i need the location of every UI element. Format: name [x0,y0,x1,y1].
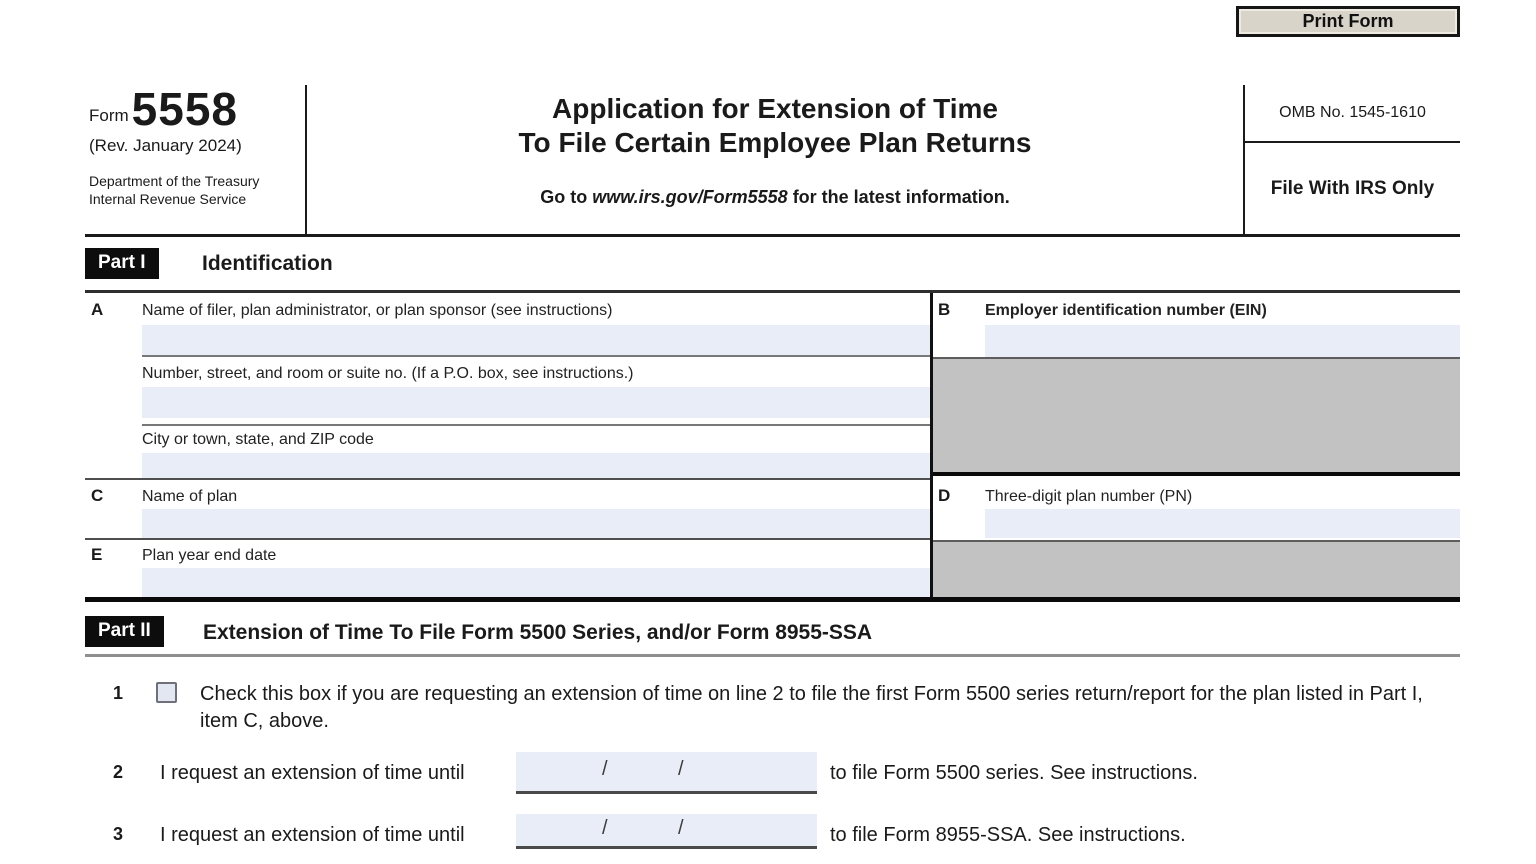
file-with-irs-label: File With IRS Only [1270,177,1435,199]
item-d-letter: D [938,486,951,505]
line-1 [85,678,1485,738]
line-2-number: 2 [113,762,124,782]
item-e-label: Plan year end date [142,547,277,564]
form-word: Form [89,106,129,125]
part1-badge: Part I [85,248,159,279]
form-number: 5558 [131,83,239,135]
revision-date: (Rev. January 2024) [89,136,242,155]
plan-number-field[interactable] [985,509,1460,538]
form-title [307,92,1243,160]
item-b-label: Employer identification number (EIN) [985,302,1267,319]
date-underline [516,846,817,849]
filer-name-field[interactable] [142,325,930,355]
print-form-button[interactable]: Print Form [1236,6,1460,37]
part1-identification-table [85,293,1460,602]
row-divider [85,478,930,480]
item-a-letter: A [91,300,104,319]
date-slash: / [678,758,684,780]
date-slash: / [602,817,608,839]
street-field[interactable] [142,387,930,418]
line-1-number: 1 [113,683,124,703]
line-3-suffix: to file Form 8955-SSA. See instructions. [830,824,1186,846]
blocked-area-upper [933,357,1460,476]
line-1-text: Check this box if you are requesting an extension of time on line 2 to file the first Form 5500 series return/report for the plan listed in Part I, item C, above. [200,683,1423,732]
agency-line-1: Department of the Treasury [89,173,260,189]
date-slash: / [678,817,684,839]
date-slash: / [602,758,608,780]
form-title-line-1: Application for Extension of Time [552,93,998,124]
item-c-label: Name of plan [142,488,238,505]
part2-badge: Part II [85,616,164,647]
omb-number: OMB No. 1545-1610 [1245,85,1460,143]
plan-name-field[interactable] [142,509,930,538]
item-e-letter: E [91,545,103,564]
line-2-suffix: to file Form 5500 series. See instructions. [830,762,1198,784]
form-number-line [89,83,299,135]
form-title-block [307,85,1243,234]
line-2-prefix: I request an extension of time until [160,762,465,784]
part1-title: Identification [202,252,333,275]
line-2 [85,752,1485,800]
line-3 [85,810,1485,860]
goto-prefix: Go to [540,187,593,207]
part2-title: Extension of Time To File Form 5500 Series, and/or Form 8955-SSA [203,621,873,644]
irs-url: www.irs.gov/Form5558 [592,187,788,207]
city-label: City or town, state, and ZIP code [142,431,374,448]
goto-suffix: for the latest information. [787,187,1010,207]
line-3-number: 3 [113,824,124,844]
item-b-letter: B [938,300,951,319]
date-underline [516,791,817,794]
row-divider [85,538,930,540]
item-c-letter: C [91,486,104,505]
omb-block [1243,85,1460,234]
item-d-label: Three-digit plan number (PN) [985,488,1193,505]
part1-header [85,246,1460,293]
goto-instruction [307,187,1243,208]
agency-line-2: Internal Revenue Service [89,191,247,207]
form-number-block [85,85,307,234]
street-label: Number, street, and room or suite no. (If a P.O. box, see instructions.) [142,365,634,382]
agency-name [89,172,299,208]
row-divider [142,355,930,357]
extension-checkbox[interactable] [156,682,177,703]
plan-year-end-field[interactable] [142,568,930,597]
city-field[interactable] [142,453,930,480]
row-divider [142,424,930,426]
line-3-prefix: I request an extension of time until [160,824,465,846]
blocked-area-lower [933,540,1460,597]
form-title-line-2: To File Certain Employee Plan Returns [518,127,1032,158]
item-a-label: Name of filer, plan administrator, or plan sponsor (see instructions) [142,302,613,319]
form-header [85,85,1460,237]
part2-header [85,612,1460,657]
ein-field[interactable] [985,325,1460,357]
line-2-date-field[interactable] [516,752,817,791]
line-3-date-field[interactable] [516,814,817,846]
